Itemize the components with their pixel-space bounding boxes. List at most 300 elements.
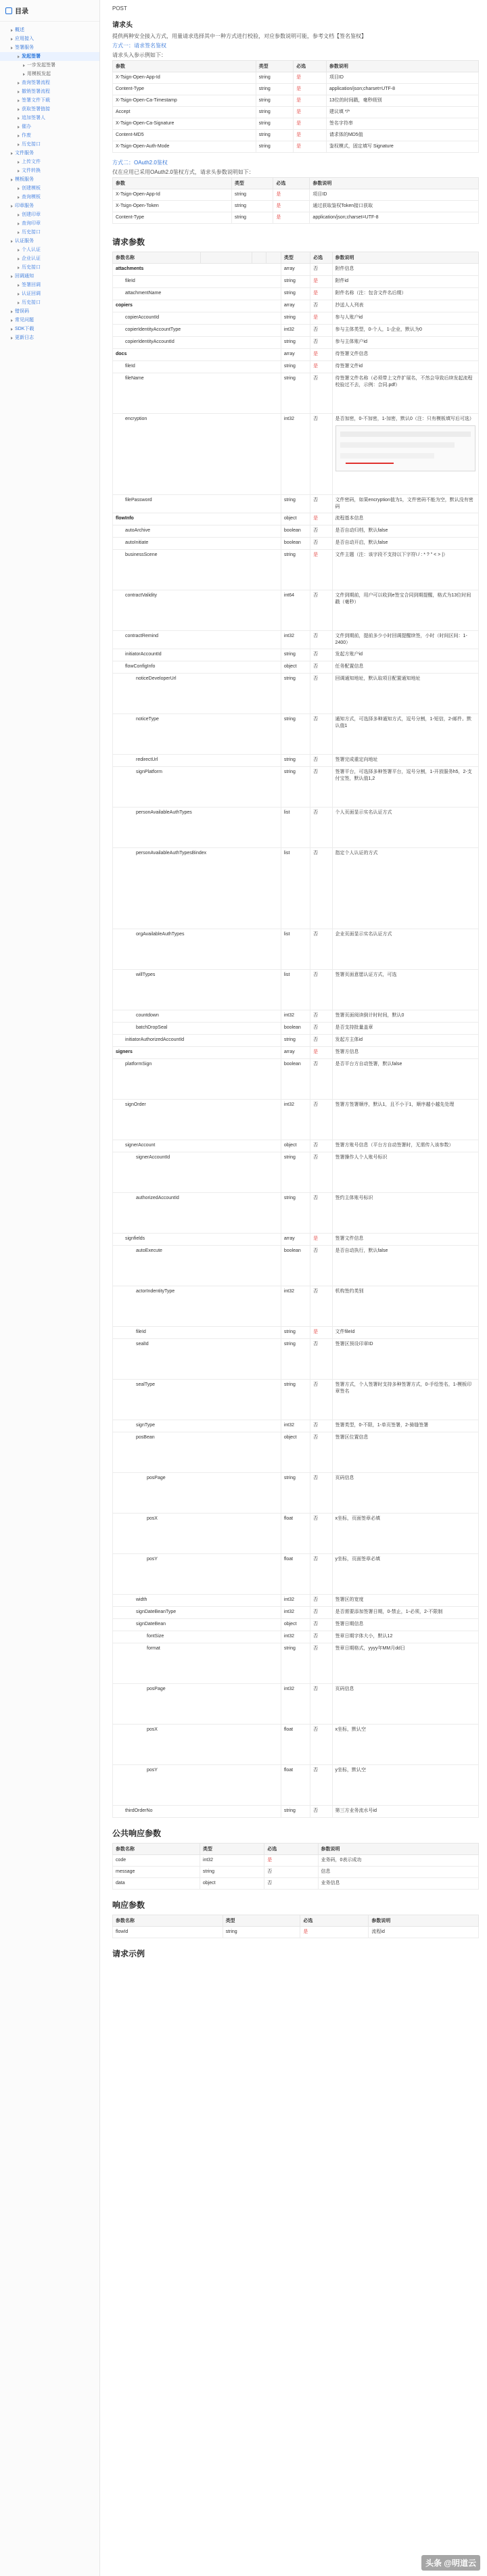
header-col-header: 必选 [273, 178, 310, 189]
sidebar-item[interactable] [0, 34, 99, 43]
param-row [113, 848, 479, 929]
param-required: 否 [310, 1631, 332, 1643]
param-row [113, 1140, 479, 1152]
param-name: actorIndentityType [113, 1286, 281, 1327]
header-col-header: 类型 [231, 178, 273, 189]
sidebar-item-label: 查询模板 [22, 195, 41, 200]
param-row [113, 714, 479, 755]
param-desc-text: 签署操作人个人账号标识 [335, 1155, 388, 1160]
param-desc-text: y坐标，页面签章必填 [335, 1557, 381, 1562]
sidebar-item[interactable] [0, 70, 99, 78]
sidebar-item-label: 作废 [22, 133, 31, 138]
param-desc-text: 是否自动归档，默认false [335, 528, 388, 533]
table-cell: X-Tsign-Open-Auth-Mode [113, 141, 256, 153]
param-row [113, 288, 479, 300]
response-params-title: 响应参数 [112, 1900, 145, 1910]
param-row [113, 373, 479, 414]
table-row [113, 189, 479, 201]
param-type: string [281, 755, 310, 767]
param-row [113, 1010, 479, 1023]
param-desc-text: 参与主体账户id [335, 339, 367, 344]
caret-right-icon [18, 91, 20, 93]
param-type: int32 [281, 1595, 310, 1607]
table-cell: X-Tsign-Open-Ca-Timestamp [113, 95, 256, 107]
param-desc [332, 848, 478, 929]
caret-right-icon [18, 187, 20, 190]
sidebar-item[interactable] [0, 52, 99, 61]
param-row [113, 1023, 479, 1035]
param-type: int32 [281, 1631, 310, 1643]
param-desc-text: 发起方账户id [335, 652, 363, 657]
param-desc [332, 264, 478, 276]
header-col-header: 参数 [113, 61, 256, 72]
caret-right-icon [18, 135, 20, 137]
sidebar-item[interactable] [0, 158, 99, 166]
caret-right-icon [23, 64, 25, 67]
param-row [113, 1514, 479, 1554]
sidebar-item-label: 历史接口 [22, 142, 41, 147]
param-desc-text: 第三方业务流水号id [335, 1808, 377, 1813]
sidebar-item[interactable] [0, 272, 99, 281]
param-desc [332, 1023, 478, 1035]
param-desc [332, 631, 478, 649]
param-desc-text: 参与人账户id [335, 315, 363, 320]
sidebar-item[interactable] [0, 210, 99, 219]
table-row [113, 95, 479, 107]
param-type: string [281, 1035, 310, 1047]
param-name: copierIdentityAccountId [113, 337, 281, 349]
param-row [113, 361, 479, 373]
common-response-table [112, 1843, 479, 1890]
sidebar-header [0, 5, 99, 22]
caret-right-icon [18, 108, 20, 111]
param-desc-text: 签署类型，0-不限，1-单页签署，2-骑缝签署 [335, 1423, 429, 1428]
param-desc-text: 是否加密，0-不加密，1-加密，默认0（注：只有模板填写后可选） [335, 417, 474, 421]
param-type: string [281, 288, 310, 300]
caret-right-icon [18, 249, 20, 252]
param-type: object [281, 661, 310, 674]
param-desc [332, 1035, 478, 1047]
param-row [113, 325, 479, 337]
response-params-table [112, 1915, 479, 1938]
sidebar-item[interactable] [0, 325, 99, 333]
param-required: 否 [310, 538, 332, 550]
param-desc [332, 550, 478, 590]
sidebar-item[interactable] [0, 298, 99, 307]
sidebar-item[interactable] [0, 281, 99, 289]
table-cell: string [256, 107, 293, 118]
param-row [113, 767, 479, 807]
param-row [113, 1725, 479, 1765]
param-row [113, 1286, 479, 1327]
param-row [113, 1059, 479, 1100]
common-response-title: 公共响应参数 [112, 1829, 162, 1838]
sidebar-item[interactable] [0, 316, 99, 325]
sidebar-item[interactable] [0, 87, 99, 96]
sidebar-item[interactable] [0, 149, 99, 158]
param-type: string [281, 312, 310, 325]
param-desc [332, 1286, 478, 1327]
param-desc-text: 文件到期前，用户可以收到e签宝合同到期提醒，格式为13位时间戳（毫秒） [335, 593, 471, 605]
sidebar-item-label: 签署文件下载 [22, 98, 50, 103]
param-type: string [281, 550, 310, 590]
param-desc-text: 签章日期字体大小，默认12 [335, 1634, 393, 1639]
placeholder-bar [340, 431, 471, 437]
caret-right-icon [23, 73, 25, 76]
param-desc [332, 325, 478, 337]
caret-right-icon [18, 161, 20, 164]
table-cell: string [256, 141, 293, 153]
sidebar-item[interactable] [0, 96, 99, 105]
param-row [113, 1327, 479, 1339]
param-desc-text: 流程基本信息 [335, 516, 364, 521]
table-cell: 是 [300, 1927, 369, 1938]
param-type: string [281, 1339, 310, 1380]
caret-right-icon [18, 231, 20, 234]
param-desc [332, 288, 478, 300]
param-desc [332, 929, 478, 970]
caret-right-icon [18, 214, 20, 216]
param-name: contractValidity [113, 590, 281, 631]
param-type: string [281, 276, 310, 288]
param-required: 是 [310, 513, 332, 525]
param-desc-text: 是否自动开启，默认false [335, 540, 388, 545]
caret-right-icon [18, 302, 20, 304]
param-name: noticeType [113, 714, 281, 755]
param-desc [332, 495, 478, 513]
param-col-header [252, 252, 266, 264]
param-required: 否 [310, 649, 332, 661]
param-desc [332, 1152, 478, 1193]
param-required: 是 [310, 361, 332, 373]
param-row [113, 1619, 479, 1631]
param-desc-text: 参与主体类型，0-个人，1-企业，默认为0 [335, 327, 422, 332]
param-type: string [281, 674, 310, 714]
param-desc-text: 签署方信息 [335, 1050, 359, 1054]
param-row [113, 1420, 479, 1432]
table-cell: 是 [273, 201, 310, 212]
param-type: object [281, 1619, 310, 1631]
param-required: 否 [310, 807, 332, 848]
header-table-2 [112, 177, 479, 224]
sidebar-item-label: 印章服务 [15, 204, 34, 208]
table-row [113, 107, 479, 118]
param-name: redirectUrl [113, 755, 281, 767]
header-table-1 [112, 60, 479, 153]
param-required: 是 [310, 349, 332, 361]
param-row [113, 349, 479, 361]
param-desc [332, 970, 478, 1010]
table-cell: 是 [294, 118, 327, 130]
sidebar-item-label: 历史接口 [22, 265, 41, 270]
param-desc [332, 373, 478, 414]
table-cell: 项目ID [326, 72, 478, 84]
param-row [113, 674, 479, 714]
param-required: 是 [310, 288, 332, 300]
param-desc-text: 指定个人认证的方式 [335, 851, 378, 856]
param-required: 否 [310, 1140, 332, 1152]
sidebar-item-label: 应用接入 [15, 37, 34, 41]
table-cell: 信息 [318, 1867, 478, 1878]
param-name: copierAccountId [113, 312, 281, 325]
request-params-title: 请求参数 [112, 237, 145, 247]
param-required: 否 [310, 337, 332, 349]
param-desc-text: 抄送人人列表 [335, 303, 364, 308]
param-desc [332, 276, 478, 288]
table-cell: string [231, 201, 273, 212]
sidebar-item-label: 查询签署流程 [22, 80, 50, 85]
sidebar-item[interactable] [0, 228, 99, 237]
param-type: boolean [281, 538, 310, 550]
param-col-header [266, 252, 281, 264]
sidebar-item[interactable] [0, 333, 99, 342]
table-cell: string [256, 72, 293, 84]
param-desc-text: 签署日期信息 [335, 1622, 364, 1626]
sidebar-item-label: 上传文件 [22, 160, 41, 164]
param-required: 否 [310, 1035, 332, 1047]
param-desc-text: 文件密码，如果encryption值为1，文件密码不能为空，默认没有密码 [335, 498, 473, 509]
caret-right-icon [11, 337, 13, 339]
menu-icon[interactable] [5, 7, 12, 14]
sidebar-item[interactable] [0, 263, 99, 272]
sidebar-item[interactable] [0, 245, 99, 254]
sidebar-item[interactable] [0, 289, 99, 298]
param-type: float [281, 1554, 310, 1595]
param-name: signDateBeanType [113, 1607, 281, 1619]
param-row [113, 538, 479, 550]
param-desc [332, 1420, 478, 1432]
param-required: 否 [310, 1607, 332, 1619]
param-desc [332, 1619, 478, 1631]
param-type: string [281, 1152, 310, 1193]
param-required: 否 [310, 661, 332, 674]
header-col-header: 参数说明 [326, 61, 478, 72]
param-required: 否 [310, 1554, 332, 1595]
param-type: string [281, 1193, 310, 1234]
param-row [113, 513, 479, 525]
table-cell: string [256, 84, 293, 95]
sidebar-item-label: 签署回调 [22, 283, 41, 287]
param-desc [332, 1059, 478, 1100]
param-type: boolean [281, 525, 310, 538]
table-cell: object [200, 1878, 264, 1890]
sidebar-item[interactable] [0, 140, 99, 149]
header-col-header: 参数 [113, 178, 232, 189]
param-row [113, 1246, 479, 1286]
param-desc [332, 590, 478, 631]
param-name: flowInfo [113, 513, 281, 525]
param-type: object [281, 513, 310, 525]
sidebar-item[interactable] [0, 184, 99, 193]
param-row [113, 300, 479, 312]
caret-right-icon [18, 293, 20, 296]
param-name: noticeDeveloperUrl [113, 674, 281, 714]
param-name: attachmentName [113, 288, 281, 300]
sidebar-item[interactable] [0, 26, 99, 34]
param-name: autoInitiate [113, 538, 281, 550]
param-name: fileId [113, 1327, 281, 1339]
header-col-header: 参数说明 [310, 178, 479, 189]
param-name: autoExecute [113, 1246, 281, 1286]
param-type: string [281, 1643, 310, 1684]
param-row [113, 1806, 479, 1818]
param-desc [332, 1193, 478, 1234]
param-name: personAvailableAuthTypesBindex [113, 848, 281, 929]
table-cell: code [113, 1855, 200, 1867]
param-row [113, 661, 479, 674]
placeholder-bar [340, 442, 455, 448]
param-type: string [281, 767, 310, 807]
param-required: 否 [310, 1246, 332, 1286]
param-type: string [281, 714, 310, 755]
sidebar-item[interactable] [0, 307, 99, 316]
param-desc [332, 1140, 478, 1152]
request-header-title: 请求头 [112, 22, 133, 29]
sidebar-item-label: 错误码 [15, 309, 29, 314]
watermark: 头条 @明道云 [421, 2555, 480, 2571]
sidebar-item[interactable] [0, 122, 99, 131]
param-desc-text: 是否需要添加签署日期，0-禁止，1-必须，2-不限制 [335, 1610, 443, 1614]
sidebar-item-label: 模板服务 [15, 177, 34, 182]
param-name: posY [113, 1765, 281, 1806]
param-name: fileId [113, 276, 281, 288]
table-cell: int32 [200, 1855, 264, 1867]
sidebar-item[interactable] [0, 105, 99, 114]
sidebar-item-label: 用模板发起 [27, 72, 51, 76]
param-name: signType [113, 1420, 281, 1432]
example-screenshot [335, 425, 476, 471]
auth-mode-2-title[interactable]: 方式二：OAuth2.0鉴权 [112, 160, 168, 166]
param-row [113, 495, 479, 513]
sidebar-item[interactable] [0, 219, 99, 228]
param-type: string [281, 361, 310, 373]
http-method: POST [112, 5, 127, 11]
resp-col-header: 必选 [300, 1915, 369, 1927]
table-row [113, 1855, 479, 1867]
param-name: fontSize [113, 1631, 281, 1643]
common-resp-col-header: 参数名称 [113, 1844, 200, 1855]
caret-right-icon [18, 126, 20, 128]
sidebar-item-label: 认证回调 [22, 291, 41, 296]
param-desc [332, 513, 478, 525]
param-desc-text: x坐标，默认空 [335, 1727, 367, 1732]
caret-right-icon [11, 179, 13, 181]
param-required: 否 [310, 590, 332, 631]
param-row [113, 1234, 479, 1246]
param-desc-text: 任务配置信息 [335, 664, 364, 669]
param-desc [332, 1047, 478, 1059]
sidebar-item[interactable] [0, 193, 99, 202]
table-cell: 请求体的MD5值 [326, 130, 478, 141]
table-cell: 鉴权模式，固定填写 Signature [326, 141, 478, 153]
auth-mode-2-sub: 仅在应用已采用OAuth2.0鉴权方式，请求头参数说明如下： [112, 169, 254, 175]
param-required: 否 [310, 1595, 332, 1607]
sidebar-item[interactable] [0, 237, 99, 245]
param-type: object [281, 1432, 310, 1473]
sidebar-item[interactable] [0, 202, 99, 210]
param-desc [332, 1607, 478, 1619]
param-type: string [281, 1380, 310, 1420]
param-row [113, 276, 479, 288]
table-cell: data [113, 1878, 200, 1890]
sidebar-item[interactable] [0, 114, 99, 122]
param-type: list [281, 807, 310, 848]
sidebar-item-label: 历史接口 [22, 300, 41, 305]
param-row [113, 1152, 479, 1193]
request-example-title: 请求示例 [112, 1949, 145, 1959]
request-params-table [112, 252, 479, 1818]
param-desc [332, 714, 478, 755]
param-name: sealId [113, 1339, 281, 1380]
sidebar-item[interactable] [0, 78, 99, 87]
param-desc [332, 1380, 478, 1420]
sidebar-item[interactable] [0, 131, 99, 140]
param-type: list [281, 970, 310, 1010]
param-desc-text: 文件主题（注：该字段不支持以下字符\ / : * ? " < > |） [335, 553, 448, 557]
param-desc [332, 1327, 478, 1339]
param-required: 否 [310, 300, 332, 312]
sidebar-item[interactable] [0, 175, 99, 184]
table-cell: 是 [273, 212, 310, 224]
sidebar-item[interactable] [0, 43, 99, 52]
param-name: signfields [113, 1234, 281, 1246]
param-name: platformSign [113, 1059, 281, 1100]
param-desc [332, 538, 478, 550]
table-cell: 是 [264, 1855, 318, 1867]
table-row [113, 84, 479, 95]
caret-right-icon [18, 196, 20, 199]
param-required: 否 [310, 1643, 332, 1684]
param-type: int32 [281, 631, 310, 649]
param-required: 否 [310, 414, 332, 495]
param-desc [332, 1473, 478, 1514]
table-cell: 是 [294, 95, 327, 107]
param-name: signers [113, 1047, 281, 1059]
param-type: array [281, 264, 310, 276]
param-type: boolean [281, 1246, 310, 1286]
param-type: int32 [281, 414, 310, 495]
param-name: signerAccount [113, 1140, 281, 1152]
auth-mode-1-title[interactable]: 方式一：请求签名鉴权 [112, 43, 166, 49]
param-desc [332, 1514, 478, 1554]
sidebar-item[interactable] [0, 61, 99, 70]
sidebar-nav [0, 0, 100, 2576]
param-desc [332, 300, 478, 312]
param-name: personAvailableAuthTypes [113, 807, 281, 848]
param-name: sealType [113, 1380, 281, 1420]
sidebar-item-label: 个人认证 [22, 248, 41, 252]
param-desc [332, 1725, 478, 1765]
table-cell: string [256, 95, 293, 107]
caret-right-icon [11, 275, 13, 278]
param-required: 否 [310, 525, 332, 538]
table-cell: 是 [294, 84, 327, 95]
param-name: filePassword [113, 495, 281, 513]
param-row [113, 1047, 479, 1059]
sidebar-item[interactable] [0, 254, 99, 263]
param-row [113, 312, 479, 325]
param-name: format [113, 1643, 281, 1684]
param-required: 否 [310, 1684, 332, 1725]
sidebar-item-label: 发起签署 [22, 54, 41, 59]
param-row [113, 525, 479, 538]
param-type: array [281, 1047, 310, 1059]
sidebar-item[interactable] [0, 166, 99, 175]
sidebar-item-label: 撤销签署流程 [22, 89, 50, 94]
param-name: flowConfigInfo [113, 661, 281, 674]
param-type: int32 [281, 1286, 310, 1327]
param-required: 否 [310, 674, 332, 714]
